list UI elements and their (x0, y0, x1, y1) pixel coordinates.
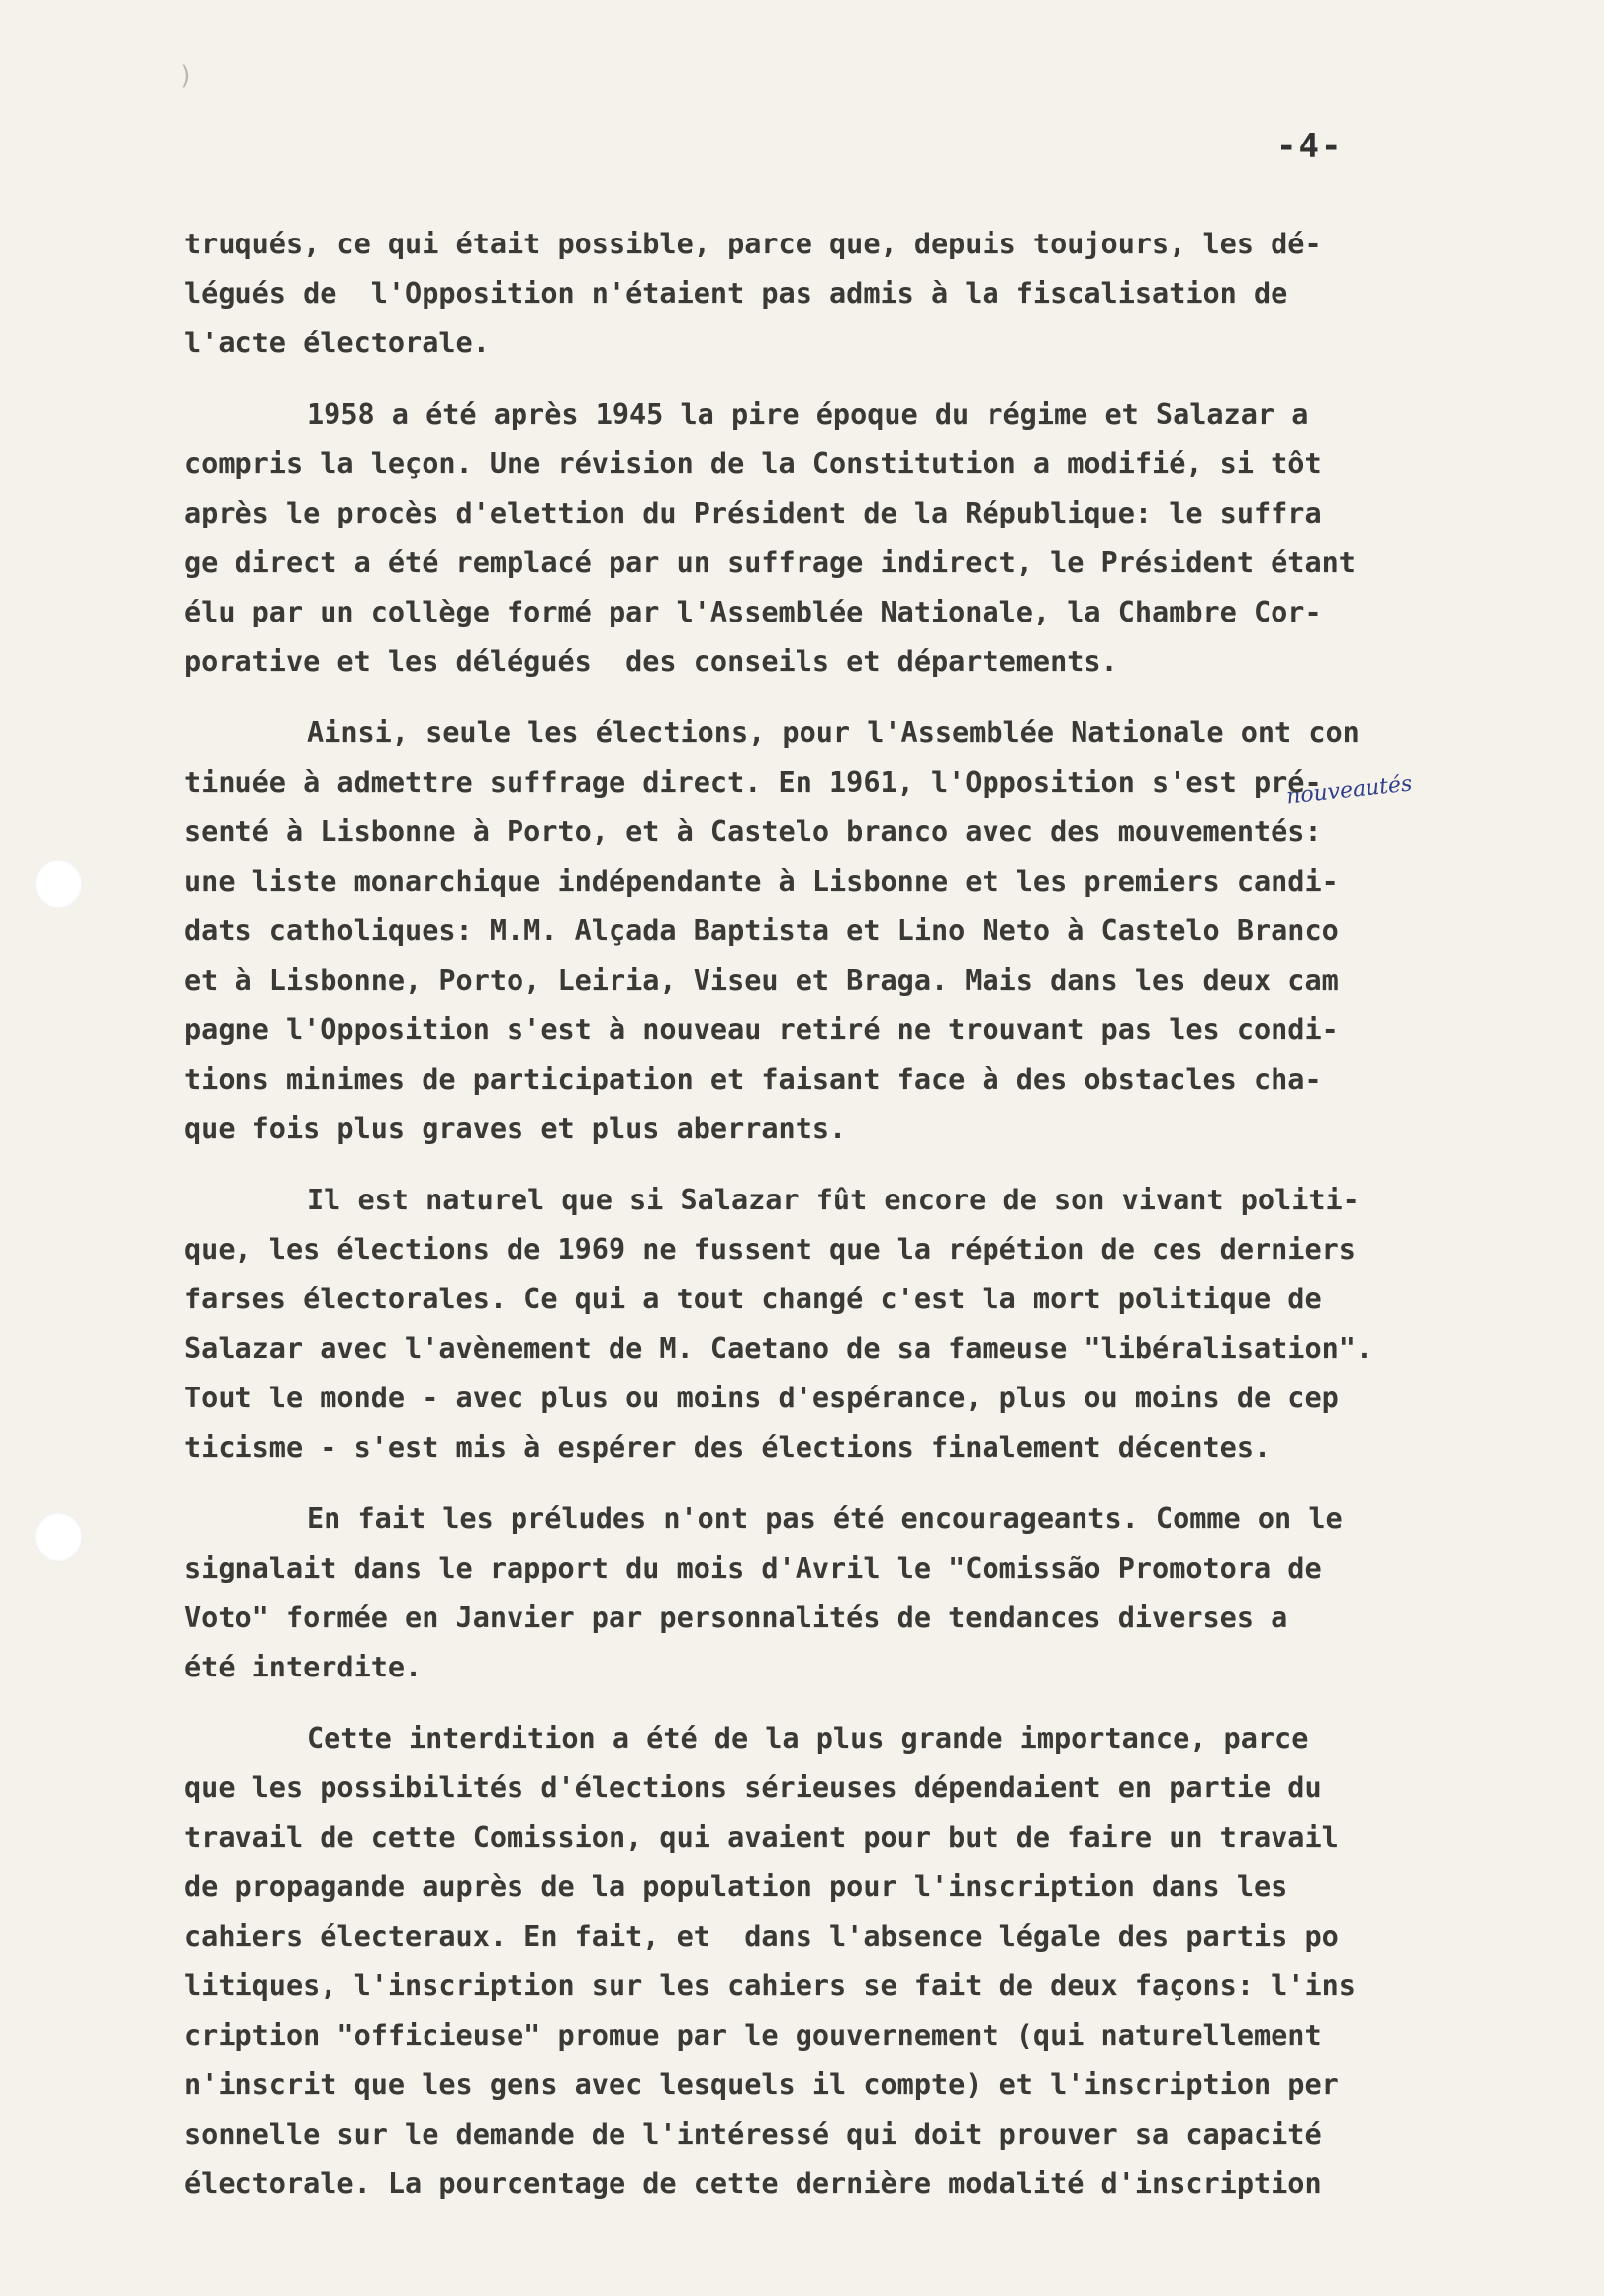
text-line: légués de l'Opposition n'étaient pas admis à la fiscalisation de (184, 277, 1288, 310)
text-line: été interdite. (184, 1651, 423, 1683)
paragraph-6 (184, 1714, 1569, 2209)
text-line: travail de cette Comission, qui avaient pour but de faire un travail (184, 1821, 1339, 1854)
text-line: ge direct a été remplacé par un suffrage indirect, le Président étant (184, 546, 1356, 579)
margin-mark: ) (178, 61, 194, 91)
text-line: et à Lisbonne, Porto, Leiria, Viseu et Braga. Mais dans les deux cam (184, 964, 1339, 997)
text-line: Il est naturel que si Salazar fût encore de son vivant politi- (307, 1184, 1360, 1216)
paragraph-3 (184, 709, 1569, 1154)
paragraph-2 (184, 390, 1569, 687)
text-line: sonnelle sur le demande de l'intéressé qui doit prouver sa capacité (184, 2118, 1322, 2151)
paragraph-5 (184, 1494, 1569, 1692)
text-line: cription "officieuse" promue par le gouvernement (qui naturellement (184, 2019, 1322, 2052)
text-line: truqués, ce qui était possible, parce que, depuis toujours, les dé- (184, 228, 1322, 260)
text-line: 1958 a été après 1945 la pire époque du régime et Salazar a (307, 398, 1309, 430)
paragraph-4 (184, 1176, 1569, 1473)
text-line: litiques, l'inscription sur les cahiers se fait de deux façons: l'ins (184, 1969, 1356, 2002)
page-number: -4- (1276, 127, 1344, 166)
text-line: tions minimes de participation et faisant face à des obstacles cha- (184, 1063, 1322, 1096)
text-line: signalait dans le rapport du mois d'Avril le "Comissão Promotora de (184, 1552, 1322, 1584)
text-line: que les possibilités d'élections sérieuses dépendaient en partie du (184, 1771, 1322, 1804)
text-line: porative et les délégués des conseils et départements. (184, 645, 1118, 678)
text-line: farses électorales. Ce qui a tout changé c'est la mort politique de (184, 1283, 1322, 1315)
text-line: Voto" formée en Janvier par personnalités de tendances diverses a (184, 1601, 1288, 1634)
text-line: cahiers électeraux. En fait, et dans l'absence légale des partis po (184, 1920, 1339, 1953)
text-line: Tout le monde - avec plus ou moins d'espérance, plus ou moins de cep (184, 1382, 1339, 1414)
text-line: ticisme - s'est mis à espérer des élections finalement décentes. (184, 1431, 1272, 1464)
text-line: que fois plus graves et plus aberrants. (184, 1112, 847, 1145)
text-line: que, les élections de 1969 ne fussent que la répétion de ces derniers (184, 1233, 1356, 1266)
text-line: senté à Lisbonne à Porto, et à Castelo branco avec des mouvementés: (184, 815, 1322, 848)
typewritten-body (184, 220, 1569, 2231)
text-line: Cette interdition a été de la plus grande importance, parce (307, 1722, 1309, 1755)
punch-hole-bottom (34, 1512, 83, 1562)
text-line: compris la leçon. Une révision de la Constitution a modifié, si tôt (184, 447, 1322, 480)
text-line: Salazar avec l'avènement de M. Caetano de sa fameuse "libéralisation". (184, 1332, 1373, 1365)
punch-hole-top (34, 859, 83, 909)
text-line: après le procès d'elettion du Président de la République: le suffra (184, 497, 1322, 529)
text-line: n'inscrit que les gens avec lesquels il compte) et l'inscription per (184, 2068, 1339, 2101)
text-line: l'acte électorale. (184, 327, 490, 359)
text-line: tinuée à admettre suffrage direct. En 1961, l'Opposition s'est pré- (184, 766, 1322, 799)
text-line: dats catholiques: M.M. Alçada Baptista et Lino Neto à Castelo Branco (184, 914, 1339, 947)
text-line: pagne l'Opposition s'est à nouveau retiré ne trouvant pas les condi- (184, 1013, 1339, 1046)
paragraph-1 (184, 220, 1569, 368)
text-line: élu par un collège formé par l'Assemblée Nationale, la Chambre Cor- (184, 596, 1322, 628)
text-line: électorale. La pourcentage de cette dernière modalité d'inscription (184, 2167, 1322, 2200)
text-line: une liste monarchique indépendante à Lisbonne et les premiers candi- (184, 865, 1339, 898)
handwritten-annotation: nouveautés (1285, 771, 1414, 810)
text-line: de propagande auprès de la population pour l'inscription dans les (184, 1870, 1288, 1903)
text-line: En fait les préludes n'ont pas été encourageants. Comme on le (307, 1502, 1343, 1535)
text-line: Ainsi, seule les élections, pour l'Assemblée Nationale ont con (307, 717, 1360, 749)
